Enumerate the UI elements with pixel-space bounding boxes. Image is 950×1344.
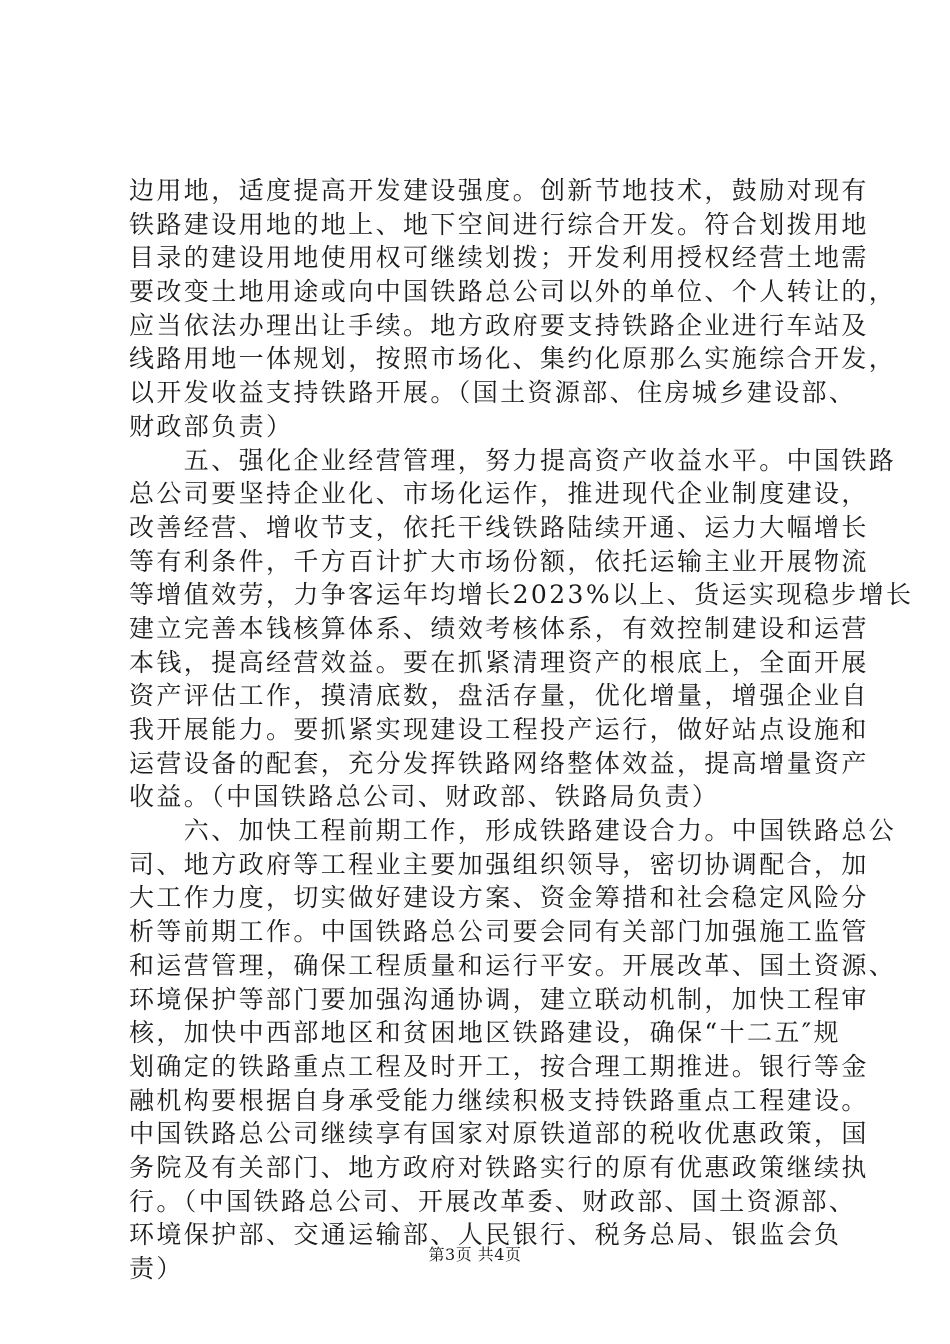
text-line: 融机构要根据自身承受能力继续积极支持铁路重点工程建设。 [129,1085,869,1115]
page-number-footer: 第3页 共4页 [428,1245,522,1264]
text-line: 资产评估工作，摸清底数，盘活存量，优化增量，增强企业自 [129,681,869,711]
text-line: 边用地，适度提高开发建设强度。创新节地技术，鼓励对现有 [129,176,869,205]
text-line: 应当依法办理出让手续。地方政府要支持铁路企业进行车站及 [129,310,869,340]
text-line: 中国铁路总公司继续享有国家对原铁道部的税收优惠政策，国 [129,1119,869,1149]
text-line: 大工作力度，切实做好建设方案、资金筹措和社会稳定风险分 [129,883,869,913]
text-line: 六、加快工程前期工作，形成铁路建设合力。中国铁路总公 [129,816,897,846]
text-line: 总公司要坚持企业化、市场化运作，推进现代企业制度建设， [129,479,869,509]
text-line: 划确定的铁路重点工程及时开工，按合理工期推进。银行等金 [129,1051,869,1081]
text-line: 环境保护等部门要加强沟通协调，建立联动机制，加快工程审 [129,984,869,1014]
text-line: 我开展能力。要抓紧实现建设工程投产运行，做好站点设施和 [129,715,869,744]
text-line: 目录的建设用地使用权可继续划拨；开发利用授权经营土地需 [129,243,869,273]
text-line: 行。（中国铁路总公司、开展改革委、财政部、国土资源部、 [129,1186,857,1216]
text-line: 析等前期工作。中国铁路总公司要会同有关部门加强施工监管 [129,917,869,947]
text-line: 等增值效劳，力争客运年均增长2023%以上、货运实现稳步增长 [129,580,914,610]
text-line: 改善经营、增收节支，依托干线铁路陆续开通、运力大幅增长 [129,512,869,542]
text-line: 和运营管理，确保工程质量和运行平安。开展改革、国土资源、 [129,950,897,980]
text-line: 司、地方政府等工程业主要加强组织领导，密切协调配合，加 [129,849,869,879]
document-body [129,174,914,1286]
text-line: 五、强化企业经营管理，努力提高资产收益水平。中国铁路 [129,445,897,475]
text-line: 以开发收益支持铁路开展。（国土资源部、住房城乡建设部、 [129,378,857,408]
text-line: 运营设备的配套，充分发挥铁路网络整体效益，提高增量资产 [129,748,869,778]
text-line: 建立完善本钱核算体系、绩效考核体系，有效控制建设和运营 [129,613,869,643]
text-line: 核，加快中西部地区和贫困地区铁路建设，确保“十二五″规 [129,1018,841,1048]
text-line: 铁路建设用地的地上、地下空间进行综合开发。符合划拨用地 [129,209,869,239]
text-line: 本钱，提高经营效益。要在抓紧清理资产的根底上，全面开展 [129,647,869,677]
text-line: 收益。（中国铁路总公司、财政部、铁路局负责） [129,782,720,812]
text-line: 责） [129,1254,184,1283]
text-line: 环境保护部、交通运输部、人民银行、税务总局、银监会负 [129,1220,842,1250]
text-line: 财政部负责） [129,411,294,441]
text-line: 等有利条件，千方百计扩大市场份额，依托运输主业开展物流 [129,546,869,576]
text-line: 线路用地一体规划，按照市场化、集约化原那么实施综合开发， [129,344,897,374]
text-line: 要改变土地用途或向中国铁路总公司以外的单位、个人转让的， [129,277,897,307]
text-line: 务院及有关部门、地方政府对铁路实行的原有优惠政策继续执 [129,1152,869,1182]
